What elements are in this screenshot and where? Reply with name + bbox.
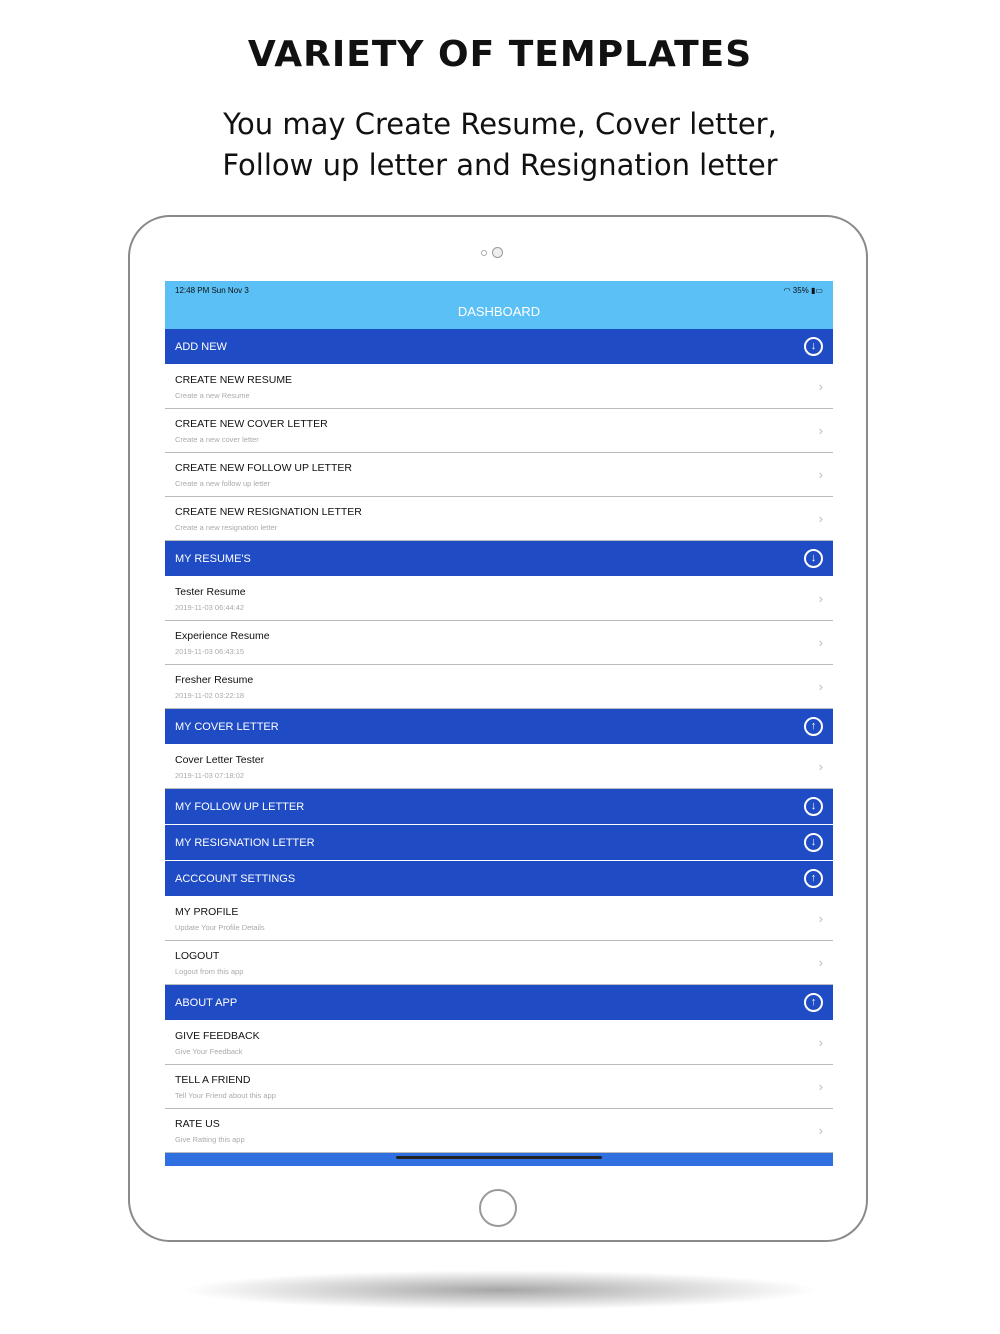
list-item[interactable] [165, 577, 833, 621]
chevron-right-icon: › [818, 511, 823, 526]
bottom-bar [165, 1153, 833, 1166]
section-title: MY RESUME'S [175, 552, 251, 565]
device-shadow [180, 1270, 820, 1310]
item-subtitle: Create a new Resume [175, 390, 250, 400]
list-item[interactable] [165, 941, 833, 985]
list-item[interactable] [165, 1021, 833, 1065]
item-title: CREATE NEW FOLLOW UP LETTER [175, 461, 352, 474]
section-header[interactable] [165, 329, 833, 364]
status-right [784, 286, 823, 295]
item-subtitle: 2019-11-02 03:22:18 [175, 690, 245, 700]
status-time: 12:48 PM Sun Nov 3 [175, 286, 249, 295]
chevron-right-icon: › [818, 467, 823, 482]
section-header[interactable] [165, 985, 833, 1020]
list-item[interactable] [165, 1065, 833, 1109]
home-indicator[interactable] [396, 1156, 602, 1159]
section-header[interactable] [165, 709, 833, 744]
item-title: TELL A FRIEND [175, 1073, 251, 1086]
item-subtitle: Logout from this app [175, 966, 244, 976]
section-title: MY RESIGNATION LETTER [175, 836, 315, 849]
list-item[interactable] [165, 897, 833, 941]
subtitle-line-2: Follow up letter and Resignation letter [222, 148, 778, 182]
section-header[interactable] [165, 861, 833, 896]
expand-arrow-icon[interactable]: ↓ [804, 797, 823, 816]
expand-arrow-icon[interactable]: ↓ [804, 833, 823, 852]
chevron-right-icon: › [818, 911, 823, 926]
subtitle-line-1: You may Create Resume, Cover letter, [223, 107, 777, 141]
nav-title: DASHBOARD [165, 297, 833, 329]
headline-title: VARIETY OF TEMPLATES [247, 34, 753, 75]
section-title: MY COVER LETTER [175, 720, 279, 733]
item-title: MY PROFILE [175, 905, 239, 918]
chevron-right-icon: › [818, 379, 823, 394]
list-item[interactable] [165, 621, 833, 665]
list-item[interactable] [165, 1109, 833, 1153]
headline-subtitle [0, 104, 1000, 186]
chevron-right-icon: › [818, 1123, 823, 1138]
expand-arrow-icon[interactable]: ↓ [804, 549, 823, 568]
item-title: Tester Resume [175, 585, 246, 598]
item-subtitle: Update Your Profile Details [175, 922, 265, 932]
section-header[interactable] [165, 789, 833, 824]
item-subtitle: Give Ratting this app [175, 1134, 245, 1144]
item-title: Fresher Resume [175, 673, 254, 686]
chevron-right-icon: › [818, 635, 823, 650]
section-title: ADD NEW [175, 340, 227, 353]
chevron-right-icon: › [818, 679, 823, 694]
list-item[interactable] [165, 497, 833, 541]
app-screen [165, 281, 833, 1171]
chevron-right-icon: › [818, 955, 823, 970]
list-item[interactable] [165, 745, 833, 789]
item-title: Experience Resume [175, 629, 270, 642]
chevron-right-icon: › [818, 1035, 823, 1050]
list-item[interactable] [165, 409, 833, 453]
item-subtitle: 2019-11-03 07:18:02 [175, 770, 245, 780]
item-subtitle: 2019-11-03 06:44:42 [175, 602, 245, 612]
section-title: ABOUT APP [175, 996, 238, 1009]
chevron-right-icon: › [818, 759, 823, 774]
collapse-arrow-icon[interactable]: ↑ [804, 993, 823, 1012]
collapse-arrow-icon[interactable]: ↑ [804, 869, 823, 888]
item-title: Cover Letter Tester [175, 753, 265, 766]
chevron-right-icon: › [818, 423, 823, 438]
item-title: GIVE FEEDBACK [175, 1029, 260, 1042]
expand-arrow-icon[interactable]: ↓ [804, 337, 823, 356]
item-subtitle: 2019-11-03 06:43:15 [175, 646, 245, 656]
wifi-icon: ◠ [783, 286, 793, 295]
sensor-icon [481, 250, 487, 256]
item-title: CREATE NEW RESIGNATION LETTER [175, 505, 362, 518]
item-subtitle: Create a new resignation letter [175, 522, 278, 532]
dashboard-list [165, 329, 833, 1153]
list-item[interactable] [165, 453, 833, 497]
list-item[interactable] [165, 665, 833, 709]
chevron-right-icon: › [818, 591, 823, 606]
item-title: CREATE NEW RESUME [175, 373, 293, 386]
camera-icon [492, 247, 503, 258]
item-subtitle: Create a new cover letter [175, 434, 259, 444]
item-subtitle: Give Your Feedback [175, 1046, 243, 1056]
section-header[interactable] [165, 825, 833, 860]
section-title: MY FOLLOW UP LETTER [175, 800, 305, 813]
section-header[interactable] [165, 541, 833, 576]
item-subtitle: Tell Your Friend about this app [175, 1090, 276, 1100]
chevron-right-icon: › [818, 1079, 823, 1094]
item-title: CREATE NEW COVER LETTER [175, 417, 328, 430]
item-title: LOGOUT [175, 949, 220, 962]
collapse-arrow-icon[interactable]: ↑ [804, 717, 823, 736]
home-button[interactable] [479, 1189, 517, 1227]
status-bar [165, 281, 833, 297]
battery-icon: ▮▭ [811, 286, 823, 295]
section-title: ACCCOUNT SETTINGS [175, 872, 296, 885]
list-item[interactable] [165, 365, 833, 409]
item-subtitle: Create a new follow up letter [175, 478, 271, 488]
battery-percent: 35% [792, 286, 809, 295]
item-title: RATE US [175, 1117, 220, 1130]
